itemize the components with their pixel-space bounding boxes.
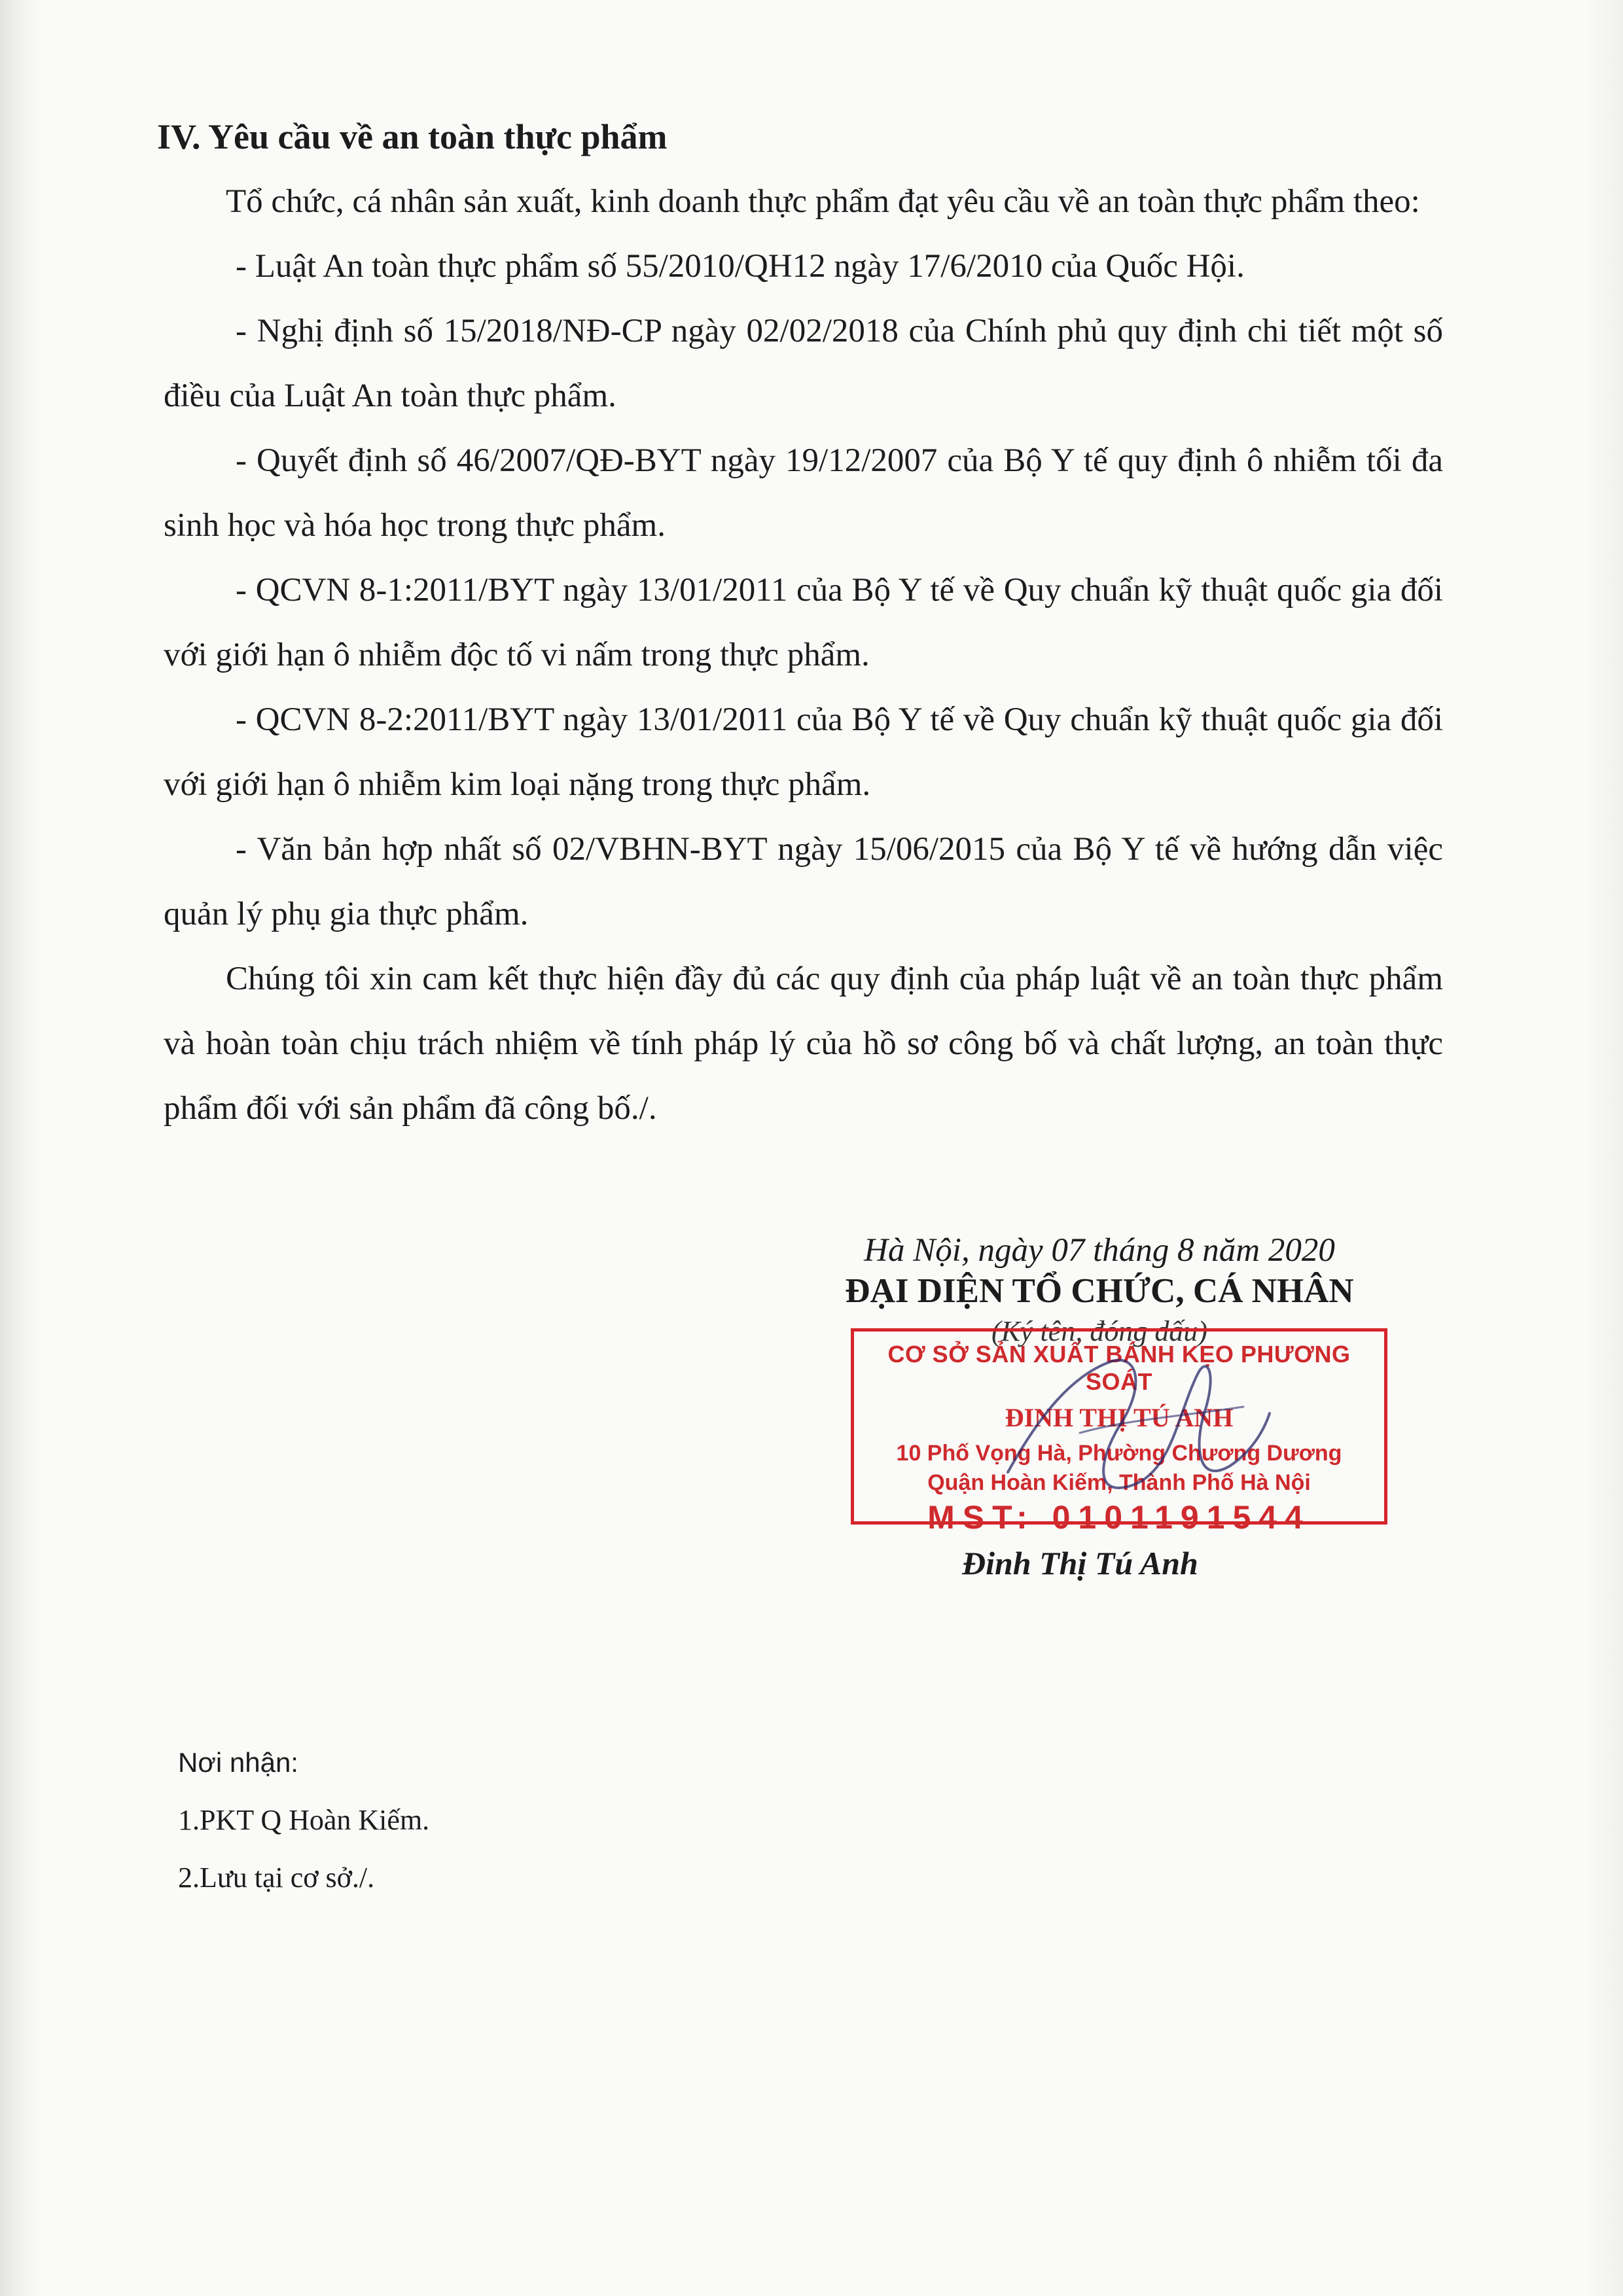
regulation-item: - Văn bản hợp nhất số 02/VBHN-BYT ngày 15/06/2015 của Bộ Y tế về hướng dẫn việc quản lý phụ gia thực phẩm.	[164, 831, 1443, 932]
recipient-item: 2.Lưu tại cơ sở./.	[178, 1862, 375, 1894]
stamp-address-line1: 10 Phố Vọng Hà, Phường Chương Dương	[896, 1441, 1342, 1466]
stamp-address-line2: Quận Hoàn Kiếm, Thành Phố Hà Nội	[927, 1470, 1311, 1495]
regulation-item: - Quyết định số 46/2007/QĐ-BYT ngày 19/12/2007 của Bộ Y tế quy định ô nhiễm tối đa sinh học và hóa học trong thực phẩm.	[164, 442, 1443, 544]
stamp-tax-code: MST: 0101191544	[927, 1499, 1311, 1536]
sign-hint: (Ký tên, đóng dấu)	[991, 1315, 1207, 1347]
representative-title: ĐẠI DIỆN TỔ CHỨC, CÁ NHÂN	[845, 1272, 1354, 1310]
section-content	[157, 105, 1443, 1141]
intro-paragraph: Tổ chức, cá nhân sản xuất, kinh doanh thực phẩm đạt yêu cầu về an toàn thực phẩm theo:	[226, 183, 1420, 220]
section-heading: IV. Yêu cầu về an toàn thực phẩm	[157, 117, 668, 156]
stamp-owner-name: ĐINH THỊ TÚ ANH	[1005, 1403, 1234, 1432]
regulation-item: - QCVN 8-2:2011/BYT ngày 13/01/2011 của Bộ Y tế về Quy chuẩn kỹ thuật quốc gia đối với giới hạn ô nhiễm kim loại nặng trong thực phẩm.	[164, 701, 1443, 803]
regulation-item: - QCVN 8-1:2011/BYT ngày 13/01/2011 của Bộ Y tế về Quy chuẩn kỹ thuật quốc gia đối với giới hạn ô nhiễm độc tố vi nấm trong thực phẩm.	[164, 572, 1443, 673]
regulation-item: - Luật An toàn thực phẩm số 55/2010/QH12 ngày 17/6/2010 của Quốc Hội.	[236, 248, 1245, 285]
stamp-company-name: CƠ SỞ SẢN XUẤT BÁNH KẸO PHƯƠNG SOÁT	[887, 1341, 1351, 1395]
recipients-block	[178, 1734, 429, 1907]
recipient-item: 1.PKT Q Hoàn Kiếm.	[178, 1804, 430, 1836]
regulation-item: - Nghị định số 15/2018/NĐ-CP ngày 02/02/2018 của Chính phủ quy định chi tiết một số điều của Luật An toàn thực phẩm.	[164, 313, 1443, 414]
place-date: Hà Nội, ngày 07 tháng 8 năm 2020	[864, 1232, 1335, 1269]
signer-name: Đinh Thị Tú Anh	[962, 1545, 1198, 1581]
recipients-title: Nơi nhận:	[178, 1747, 298, 1778]
commitment-paragraph: Chúng tôi xin cam kết thực hiện đầy đủ các quy định của pháp luật về an toàn thực phẩm và hoàn toàn chịu trách nhiệm về tính pháp lý của hồ sơ công bố và chất lượng, an toàn thực phẩm đối với sản phẩm đã công bố./.	[164, 961, 1443, 1127]
handwritten-signature	[982, 1335, 1283, 1525]
